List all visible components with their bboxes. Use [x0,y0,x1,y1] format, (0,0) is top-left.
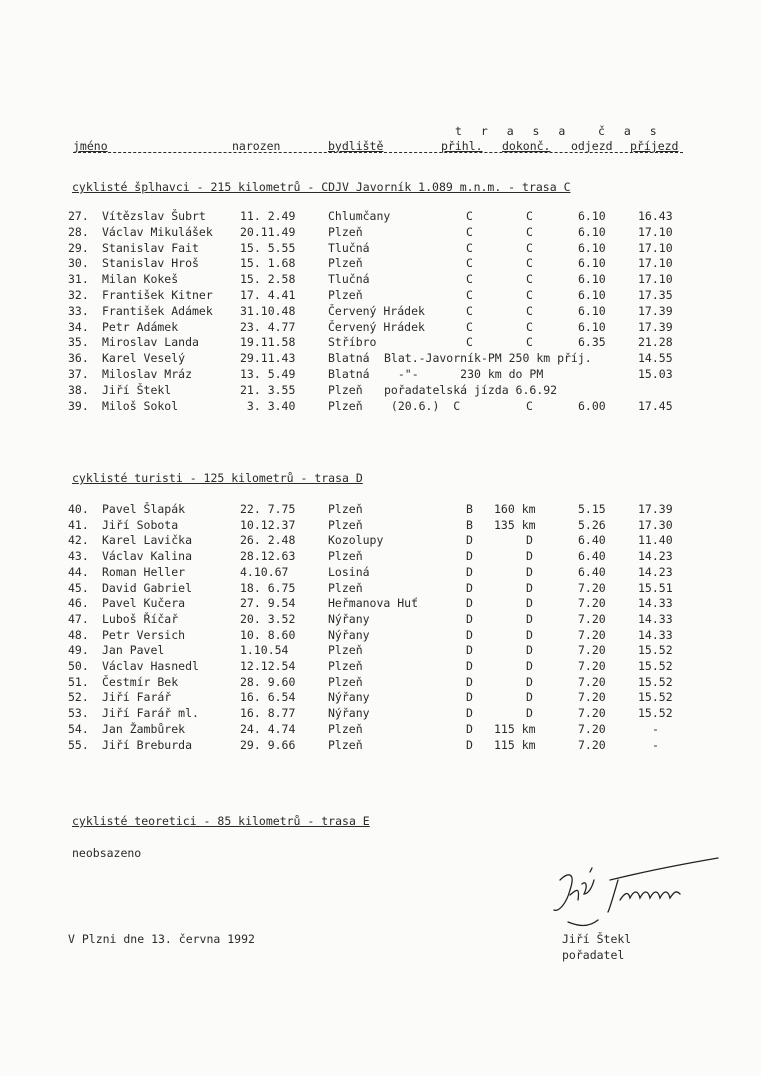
cell-name: Václav Hasnedl [102,659,199,673]
cell-name: Stanislav Fait [102,240,199,255]
cell-p: C [466,303,473,318]
cell-arr: 14.23 [638,549,673,564]
cell-d: 115 km [494,737,536,752]
cell-city: Plzeň [328,737,363,752]
cell-name: Pavel Kučera [102,596,186,611]
cell-born: 11. 2.49 [240,209,296,223]
cell-name: Jiří Štekl [102,382,172,397]
cell-arr: 11.40 [638,533,673,548]
cell-d: 135 km [494,517,536,532]
cell-city: Tlučná [328,240,370,255]
cell-p: D [466,643,473,658]
cell-d: 160 km [494,502,536,516]
cell-born: 13. 5.49 [240,367,296,381]
signer-name: Jiří Štekl [562,932,632,946]
cell-city: Blatná [328,351,370,366]
cell-no: 53. [68,706,89,721]
cell-name: František Kitner [102,288,213,302]
cell-no: 31. [68,272,89,287]
cell-city: Heřmanova Huť [328,596,419,611]
cell-city: Nýřany [328,627,370,642]
cell-d: D [526,611,533,626]
cell-arr: - [652,721,659,736]
cell-born: 3. 3.40 [240,398,296,413]
cell-name: Luboš Říčař [102,611,179,626]
cell-city: Nýřany [328,690,370,705]
cell-born: 26. 2.48 [240,533,296,548]
cell-special: pořadatelská jízda 6.6.92 [384,382,558,397]
signer-role: pořadatel [562,948,625,962]
cell-no: 52. [68,690,89,705]
cell-d: D [526,643,533,658]
cell-name: Václav Mikulášek [102,224,213,239]
cell-p: D [466,690,473,705]
cell-city: Plzeň [328,580,363,595]
cell-no: 48. [68,627,89,642]
cell-city: Plzeň [328,398,363,413]
cell-born: 28. 9.60 [240,674,296,689]
cell-dep: 7.20 [578,737,606,752]
cell-arr: 17.39 [638,303,673,318]
cell-city: Červený Hrádek [328,319,425,334]
section-d-title: cyklisté turisti - 125 kilometrů - trasa D [72,471,363,485]
cell-arr: 15.52 [638,690,673,705]
cell-city: Plzeň [328,517,363,532]
cell-dep: 6.10 [578,240,606,255]
cell-p: D [466,627,473,642]
cell-arr: 17.10 [638,272,673,287]
header-dokonc: dokonč. [502,139,551,153]
cell-dep: 5.15 [578,502,606,516]
cell-dep: 6.10 [578,303,606,318]
cell-name: Miroslav Landa [102,335,199,350]
cell-name: Milan Kokeš [102,272,179,287]
cell-arr: 17.45 [638,398,673,413]
cell-born: 12.12.54 [240,659,296,673]
cell-no: 50. [68,659,89,673]
cell-no: 42. [68,533,89,548]
cell-dep: 7.20 [578,596,606,611]
cell-d: C [526,319,533,334]
cell-arr: - [652,737,659,752]
cell-city: Kozolupy [328,533,384,548]
cell-arr: 17.39 [638,502,673,516]
cell-born: 31.10.48 [240,303,296,318]
cell-arr: 15.52 [638,674,673,689]
cell-city: Nýřany [328,706,370,721]
cell-p: D [466,549,473,564]
cell-no: 51. [68,674,89,689]
cell-d: C [526,256,533,271]
cell-name: Václav Kalina [102,549,193,564]
cell-born: 29. 9.66 [240,737,296,752]
cell-no: 33. [68,303,89,318]
cell-d: D [526,674,533,689]
cell-name: Petr Adámek [102,319,179,334]
cell-no: 40. [68,502,89,516]
cell-arr: 15.51 [638,580,673,595]
cell-arr: 14.55 [638,351,673,366]
section-c-title: cyklisté šplhavci - 215 kilometrů - CDJV Javorník 1.089 m.n.m. - trasa C [72,180,571,194]
cell-dep: 7.20 [578,706,606,721]
cell-dep: 5.26 [578,517,606,532]
cell-born: 16. 6.54 [240,690,296,705]
cell-d: C [526,398,533,413]
cell-arr: 14.33 [638,596,673,611]
cell-no: 30. [68,256,89,271]
cell-no: 35. [68,335,89,350]
cell-arr: 14.23 [638,564,673,579]
cell-dep: 7.20 [578,643,606,658]
cell-name: Miloslav Mráz [102,367,193,381]
cell-p: D [466,659,473,673]
cell-arr: 17.10 [638,224,673,239]
cell-dep: 6.10 [578,224,606,239]
cell-p: C [466,209,473,223]
cell-name: Petr Versich [102,627,186,642]
cell-no: 28. [68,224,89,239]
cell-city: Chlumčany [328,209,391,223]
cell-name: Stanislav Hroš [102,256,199,271]
cell-d: D [526,564,533,579]
cell-dep: 6.40 [578,564,606,579]
cell-p: C [466,288,473,302]
handwritten-signature [548,850,728,930]
cell-no: 38. [68,382,89,397]
cell-no: 34. [68,319,89,334]
cell-arr: 17.10 [638,256,673,271]
cell-arr: 16.43 [638,209,673,223]
cell-born: 24. 4.74 [240,721,296,736]
header-trasa: t r a s a [455,124,572,138]
cell-dep: 6.40 [578,533,606,548]
cell-p: D [466,596,473,611]
cell-arr: 17.35 [638,288,673,302]
cell-city: Nýřany [328,611,370,626]
cell-dep: 7.20 [578,721,606,736]
cell-city: Červený Hrádek [328,303,425,318]
cell-city: Plzeň [328,224,363,239]
cell-arr: 17.30 [638,517,673,532]
cell-p: C [466,240,473,255]
cell-name: Vítězslav Šubrt [102,209,206,223]
header-cas: č a s [598,124,663,138]
cell-no: 44. [68,564,89,579]
cell-p: C [466,335,473,350]
header-prihl: přihl. [441,139,483,153]
cell-p: B [466,517,473,532]
cell-p: C [466,272,473,287]
cell-d: C [526,303,533,318]
cell-born: 10. 8.60 [240,627,296,642]
header-prijezd: příjezd [630,139,679,153]
cell-name: Roman Heller [102,564,186,579]
cell-city: Plzeň [328,674,363,689]
cell-born: 10.12.37 [240,517,296,532]
cell-name: František Adámek [102,303,213,318]
cell-born: 27. 9.54 [240,596,296,611]
cell-p: B [466,502,473,516]
cell-d: C [526,224,533,239]
cell-dep: 6.10 [578,209,606,223]
cell-city: Losiná [328,564,370,579]
cell-born: 20.11.49 [240,224,296,239]
cell-no: 32. [68,288,89,302]
cell-dep: 6.35 [578,335,606,350]
cell-arr: 14.33 [638,611,673,626]
cell-no: 49. [68,643,89,658]
cell-arr: 17.10 [638,240,673,255]
cell-arr: 17.39 [638,319,673,334]
cell-p: D [466,737,473,752]
cell-born: 29.11.43 [240,351,296,366]
cell-no: 47. [68,611,89,626]
cell-dep: 7.20 [578,690,606,705]
cell-arr: 14.33 [638,627,673,642]
cell-name: Pavel Šlapák [102,502,186,516]
cell-born: 21. 3.55 [240,382,296,397]
cell-name: Karel Veselý [102,351,186,366]
cell-dep: 7.20 [578,659,606,673]
cell-city: Plzeň [328,256,363,271]
cell-d: 115 km [494,721,536,736]
cell-no: 55. [68,737,89,752]
cell-d: D [526,627,533,642]
cell-no: 41. [68,517,89,532]
cell-name: Jiří Farář [102,690,172,705]
cell-born: 19.11.58 [240,335,296,350]
cell-born: 28.12.63 [240,549,296,564]
cell-city: Plzeň [328,502,363,516]
cell-no: 27. [68,209,89,223]
cell-name: Jan Žambůrek [102,721,186,736]
cell-name: Miloš Sokol [102,398,179,413]
cell-name: Čestmír Bek [102,674,179,689]
cell-d: C [526,272,533,287]
cell-name: Karel Lavička [102,533,193,548]
cell-d: C [526,240,533,255]
cell-city: Plzeň [328,659,363,673]
cell-born: 17. 4.41 [240,288,296,302]
header-bydliste: bydliště [328,139,384,153]
cell-p: D [466,706,473,721]
cell-name: Jiří Sobota [102,517,179,532]
cell-no: 29. [68,240,89,255]
cell-city: Stříbro [328,335,377,350]
cell-city: Plzeň [328,288,363,302]
cell-city: Blatná [328,367,370,381]
cell-d: D [526,549,533,564]
cell-born: 1.10.54 [240,643,289,658]
cell-born: 15. 2.58 [240,272,296,287]
cell-born: 15. 1.68 [240,256,296,271]
cell-name: Jan Pavel [102,643,165,658]
cell-d: C [526,288,533,302]
cell-dep: 6.10 [578,272,606,287]
cell-special: (20.6.) C [384,398,461,413]
cell-city: Plzeň [328,382,363,397]
cell-dep: 7.20 [578,627,606,642]
cell-p: D [466,564,473,579]
cell-p: C [466,256,473,271]
header-odjezd: odjezd [571,139,613,153]
cell-dep: 6.10 [578,256,606,271]
cell-d: D [526,659,533,673]
cell-arr: 21.28 [638,335,673,350]
cell-no: 37. [68,367,89,381]
cell-p: C [466,224,473,239]
cell-name: Jiří Farář ml. [102,706,199,721]
cell-special: Blat.-Javorník-PM 250 km příj. [384,351,592,366]
cell-no: 39. [68,398,89,413]
cell-d: C [526,335,533,350]
section-e-title: cyklisté teoretici - 85 kilometrů - trasa E [72,814,370,828]
cell-dep: 6.40 [578,549,606,564]
cell-born: 4.10.67 [240,564,289,579]
cell-p: D [466,611,473,626]
cell-dep: 6.10 [578,288,606,302]
cell-dep: 7.20 [578,580,606,595]
cell-p: D [466,721,473,736]
cell-no: 45. [68,580,89,595]
cell-dep: 6.00 [578,398,606,413]
cell-name: David Gabriel [102,580,193,595]
cell-arr: 15.52 [638,706,673,721]
cell-d: D [526,533,533,548]
cell-born: 20. 3.52 [240,611,296,626]
header-jmeno: jméno [73,139,108,153]
cell-no: 36. [68,351,89,366]
cell-arr: 15.52 [638,643,673,658]
cell-city: Plzeň [328,643,363,658]
cell-arr: 15.52 [638,659,673,673]
header-rule [73,152,683,153]
cell-born: 15. 5.55 [240,240,296,255]
cell-p: D [466,533,473,548]
section-e-note: neobsazeno [72,846,142,860]
header-narozen: narozen [232,139,281,153]
cell-d: D [526,596,533,611]
cell-arr: 15.03 [638,367,673,381]
cell-no: 43. [68,549,89,564]
cell-p: D [466,580,473,595]
cell-name: Jiří Breburda [102,737,193,752]
cell-d: D [526,706,533,721]
cell-born: 18. 6.75 [240,580,296,595]
cell-dep: 6.10 [578,319,606,334]
cell-born: 22. 7.75 [240,502,296,516]
cell-born: 23. 4.77 [240,319,296,334]
cell-city: Plzeň [328,549,363,564]
cell-city: Tlučná [328,272,370,287]
cell-city: Plzeň [328,721,363,736]
cell-d: C [526,209,533,223]
cell-special: -"- 230 km do PM [384,367,544,381]
cell-d: D [526,580,533,595]
cell-dep: 7.20 [578,611,606,626]
cell-dep: 7.20 [578,674,606,689]
cell-d: D [526,690,533,705]
cell-born: 16. 8.77 [240,706,296,721]
cell-no: 46. [68,596,89,611]
cell-no: 54. [68,721,89,736]
cell-p: C [466,319,473,334]
cell-p: D [466,674,473,689]
place-date: V Plzni dne 13. června 1992 [68,932,255,946]
